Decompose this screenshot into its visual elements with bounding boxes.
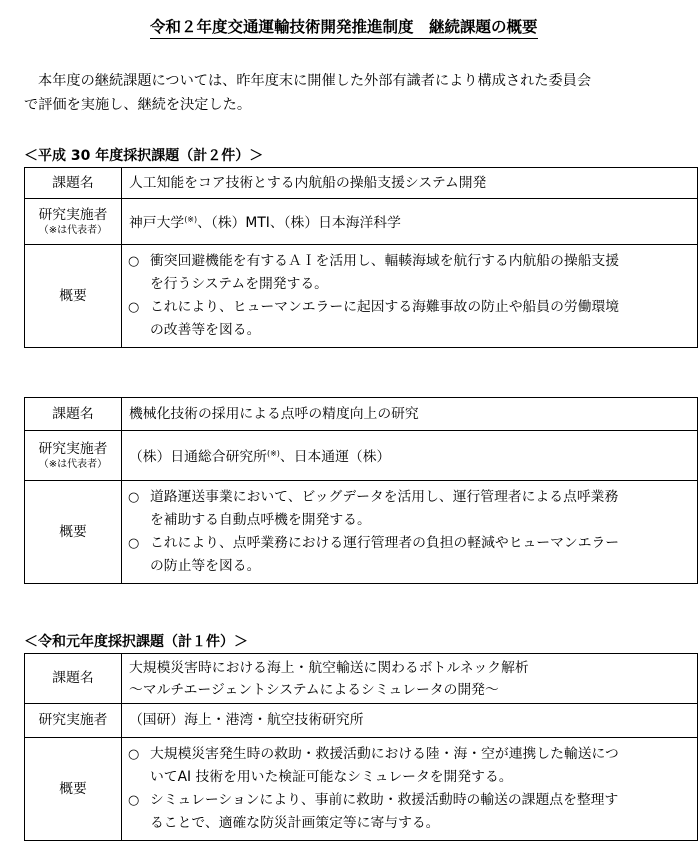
overview-value (122, 738, 698, 841)
overview-text: 衝突回避機能を有するＡＩを活用し、輻輳海域を航行する内航船の操船支援 (150, 253, 620, 269)
implementer-label-text: 研究実施者 (38, 207, 108, 223)
implementer-label (25, 431, 122, 481)
topic-label: 課題名 (25, 168, 122, 199)
bullet-mark: ○ (128, 300, 140, 315)
overview-bullet (122, 486, 697, 509)
overview-text: 大規模災害発生時の救助・救援活動における陸・海・空が連携した輸送につ (150, 746, 619, 762)
intro-line: 本年度の継続課題については、昨年度末に開催した外部有識者により構成された委員会 (38, 73, 592, 89)
implementer-rest: 、（株）MTI、（株）日本海洋科学 (197, 215, 401, 231)
overview-text-cont: いてAI 技術を用いた検証可能なシミュレータを開発する。 (150, 769, 513, 785)
overview-text-cont: を行うシステムを開発する。 (150, 276, 328, 292)
overview-value (122, 245, 698, 348)
implementer-label: 研究実施者 (25, 704, 122, 738)
topic-subtitle: ～マルチエージェントシステムによるシミュレータの開発～ (129, 681, 499, 698)
representative-mark: (※) (266, 449, 280, 458)
overview-bullet (122, 789, 697, 812)
page-title: 令和２年度交通運輸技術開発推進制度 継続課題の概要 (150, 17, 538, 39)
implementer-label-text: 研究実施者 (38, 441, 108, 457)
topic-line: 大規模災害時における海上・航空輸送に関わるボトルネック解析 (129, 659, 529, 676)
intro-line: で評価を実施し、継続を決定した。 (24, 97, 252, 113)
overview-text: シミュレーションにより、事前に救助・救援活動時の輸送の課題点を整理す (150, 792, 619, 808)
table-row (25, 168, 698, 199)
overview-text-cont: を補助する自動点呼機を開発する。 (150, 512, 371, 528)
overview-label: 概要 (25, 245, 122, 348)
representative-note: （※は代表者） (38, 459, 108, 470)
overview-text-cont: の改善等を図る。 (150, 322, 261, 338)
implementer-value: （国研）海上・港湾・航空技術研究所 (122, 704, 698, 738)
representative-note: （※は代表者） (38, 225, 108, 236)
overview-text: これにより、ヒューマンエラーに起因する海難事故の防止や船員の労働環境 (150, 299, 620, 315)
overview-text: これにより、点呼業務における運行管理者の負担の軽減やヒューマンエラー (150, 535, 620, 551)
section-heading-h30: ＜平成 30 年度採択課題（計２件）＞ (24, 148, 264, 164)
table-row (25, 245, 698, 348)
table-row (25, 738, 698, 841)
table-row (25, 654, 698, 704)
section-heading-r1: ＜令和元年度採択課題（計１件）＞ (24, 634, 248, 650)
overview-label: 概要 (25, 738, 122, 841)
table-row (25, 481, 698, 584)
bullet-mark: ○ (128, 747, 140, 762)
bullet-mark: ○ (128, 536, 140, 551)
implementer-value (122, 199, 698, 245)
overview-bullet (122, 743, 697, 766)
topic-value: 機械化技術の採用による点呼の精度向上の研究 (122, 398, 698, 431)
table-row (25, 398, 698, 431)
implementer-label (25, 199, 122, 245)
project-table (24, 397, 698, 584)
topic-value: 人工知能をコア技術とする内航船の操船支援システム開発 (122, 168, 698, 199)
topic-label: 課題名 (25, 398, 122, 431)
project-table (24, 653, 698, 841)
overview-bullet (122, 296, 697, 319)
topic-label: 課題名 (25, 654, 122, 704)
overview-text: 道路運送事業において、ビッグデータを活用し、運行管理者による点呼業務 (150, 489, 619, 505)
topic-value (122, 654, 698, 704)
overview-text-cont: ることで、適確な防災計画策定等に寄与する。 (150, 815, 440, 831)
bullet-mark: ○ (128, 793, 140, 808)
overview-bullet (122, 532, 697, 555)
project-table (24, 167, 698, 348)
bullet-mark: ○ (128, 254, 140, 269)
implementer-rest: 、日本通運（株） (279, 449, 391, 465)
bullet-mark: ○ (128, 490, 140, 505)
overview-value (122, 481, 698, 584)
representative-mark: (※) (184, 215, 198, 224)
overview-bullet (122, 250, 697, 273)
implementer-main: （株）日通総合研究所 (129, 449, 267, 465)
table-row (25, 199, 698, 245)
overview-text-cont: の防止等を図る。 (150, 558, 261, 574)
implementer-value (122, 431, 698, 481)
implementer-main: 神戸大学 (129, 215, 185, 231)
intro-paragraph (24, 69, 698, 117)
overview-label: 概要 (25, 481, 122, 584)
table-row (25, 431, 698, 481)
table-row (25, 704, 698, 738)
